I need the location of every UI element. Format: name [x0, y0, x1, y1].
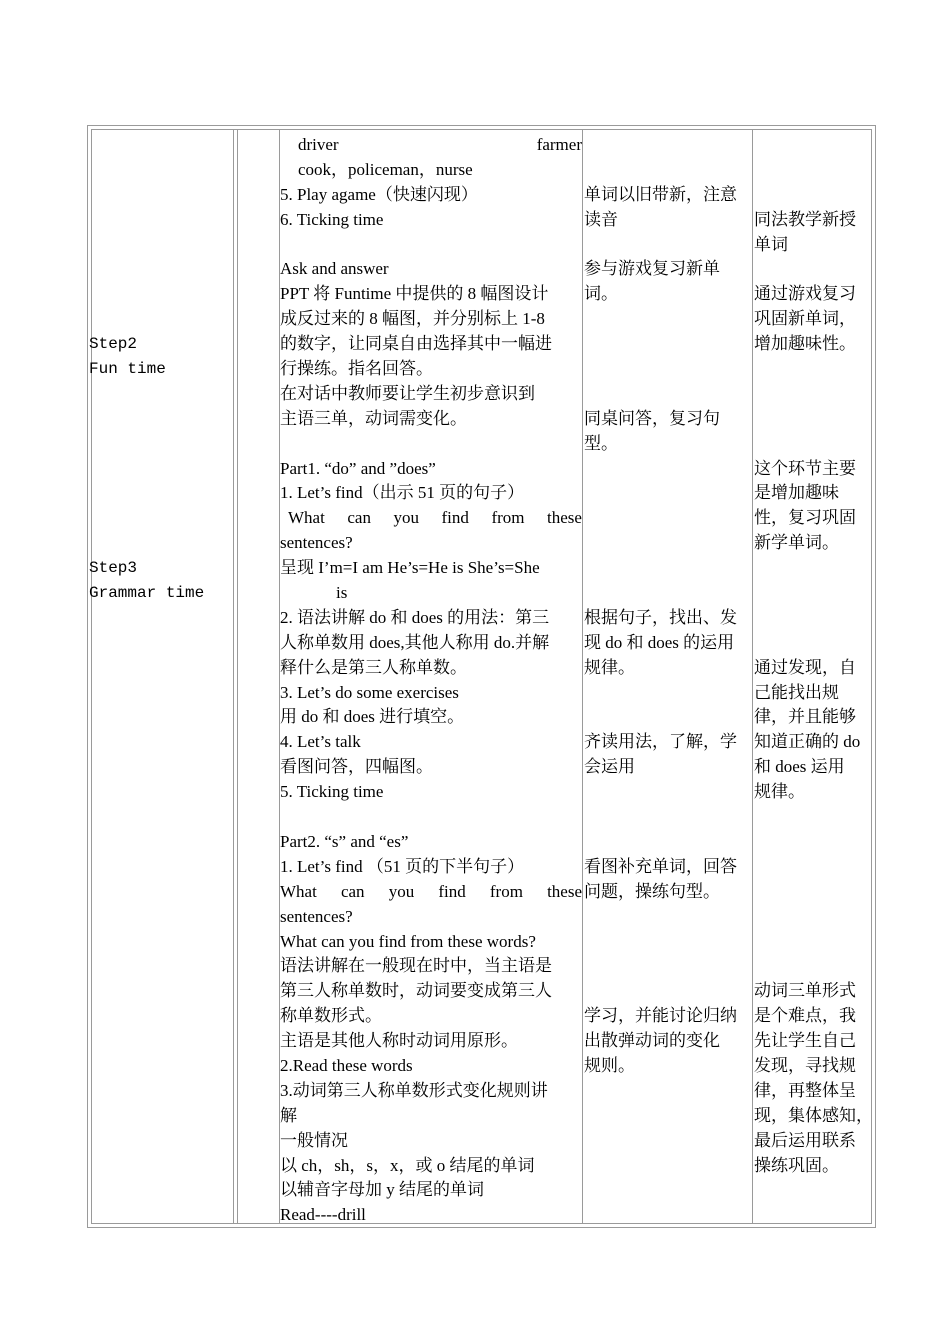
- student-line: 出散弹动词的变化: [584, 1031, 720, 1051]
- design-purpose-column: [754, 133, 874, 1178]
- general-case: 一般情况: [280, 1130, 348, 1150]
- purpose-line: 律，再整体呈: [754, 1080, 856, 1100]
- purpose-line: 是个难点，我: [754, 1006, 856, 1026]
- part1-heading: Part1. “do” and ”does”: [280, 458, 436, 478]
- read-these-words: 2.Read these words: [280, 1055, 413, 1075]
- ppt-line-2: 成反过来的 8 幅图，并分别标上 1-8: [280, 309, 545, 329]
- purpose-line: 增加趣味性。: [754, 334, 856, 354]
- present-line-1: 呈现 I’m=I am He’s=He is She’s=She: [280, 558, 540, 578]
- student-line: 规则。: [584, 1055, 635, 1075]
- word: can: [347, 508, 371, 528]
- word-driver: driver: [298, 135, 339, 154]
- purpose-line: 操练巩固。: [754, 1155, 839, 1175]
- student-line: 同桌问答，复习句: [584, 408, 720, 428]
- fill-blank: 用 do 和 does 进行填空。: [280, 707, 465, 727]
- change-line-1: 3.动词第三人称单数形式变化规则讲: [280, 1080, 548, 1100]
- lets-talk: 4. Let’s talk: [280, 732, 361, 752]
- purpose-line: 最后运用联系: [754, 1130, 856, 1150]
- ask-and-answer: Ask and answer: [280, 259, 389, 279]
- teacher-activity-column: [280, 133, 582, 1228]
- purpose-line: 动词三单形式: [754, 981, 856, 1001]
- ticking-time-1: 6. Ticking time: [280, 209, 384, 229]
- purpose-line: 发现，寻找规: [754, 1055, 856, 1075]
- rule-line-3: 称单数形式。: [280, 1006, 382, 1026]
- purpose-line: 是增加趣味: [754, 483, 839, 503]
- read-drill: Read----drill: [280, 1205, 366, 1225]
- student-line: 型。: [584, 433, 618, 453]
- sentences-2: sentences?: [280, 906, 353, 926]
- student-line: 词。: [584, 284, 618, 304]
- student-activity-column: [584, 133, 752, 1079]
- word: can: [340, 881, 365, 901]
- rule-line-2: 第三人称单数时，动词要变成第三人: [280, 981, 552, 1001]
- column-divider-3: [582, 129, 583, 1224]
- purpose-line: 性，复习巩固: [754, 508, 856, 528]
- purpose-line: 规律。: [754, 782, 805, 802]
- steps-column: [89, 133, 229, 606]
- student-line: 会运用: [584, 757, 635, 777]
- student-line: 读音: [584, 209, 618, 229]
- purpose-line: 现，集体感知，: [754, 1105, 873, 1125]
- word: you: [388, 881, 415, 901]
- purpose-line: 巩固新单词，: [754, 309, 856, 329]
- word: find: [441, 508, 469, 528]
- rule-line-4: 主语是其他人称时动词用原形。: [280, 1031, 518, 1051]
- student-line: 齐读用法，了解，学: [584, 732, 737, 752]
- word: these: [547, 508, 582, 528]
- student-line: 现 do 和 does 的运用: [584, 632, 735, 652]
- word: from: [491, 508, 525, 528]
- look-and-ask: 看图问答，四幅图。: [280, 757, 433, 777]
- lets-find-2: 1. Let’s find （51 页的下半句子）: [280, 856, 525, 876]
- student-line: 看图补充单词，回答: [584, 856, 737, 876]
- ppt-line-4: 行操练。指名回答。: [280, 359, 433, 379]
- purpose-line: 律，并且能够: [754, 707, 856, 727]
- purpose-line: 和 does 运用: [754, 757, 845, 777]
- word: you: [393, 508, 419, 528]
- student-line: 规律。: [584, 657, 635, 677]
- word: from: [489, 881, 523, 901]
- present-line-2: is: [336, 583, 348, 603]
- student-line: 学习，并能讨论归纳: [584, 1006, 737, 1026]
- word-farmer: farmer: [536, 135, 582, 154]
- student-line: 根据句子，找出、发: [584, 607, 737, 627]
- column-divider-4: [752, 129, 753, 1224]
- lets-find-1: 1. Let’s find（出示 51 页的句子）: [280, 483, 525, 503]
- cook-line: cook，policeman，nurse: [298, 159, 473, 179]
- purpose-line: 通过发现，自: [754, 657, 856, 677]
- words-question: What can you find from these words?: [280, 931, 536, 951]
- step3-title: Step3: [89, 559, 138, 578]
- ppt-line-1: PPT 将 Funtime 中提供的 8 幅图设计: [280, 284, 549, 304]
- step2-title: Step2: [89, 335, 138, 354]
- driver-farmer-line: [280, 133, 582, 158]
- grammar-line-3: 释什么是第三人称单数。: [280, 657, 467, 677]
- dialog-line-2: 主语三单，动词需变化。: [280, 408, 467, 428]
- ending-y-rule: 以辅音字母加 y 结尾的单词: [280, 1180, 484, 1200]
- purpose-line: 通过游戏复习: [754, 284, 856, 304]
- dialog-line-1: 在对话中教师要让学生初步意识到: [280, 383, 535, 403]
- purpose-line: 知道正确的 do: [754, 732, 861, 752]
- sentences-1: sentences?: [280, 533, 353, 553]
- word: these: [547, 881, 582, 901]
- purpose-line: 单词: [754, 234, 788, 254]
- word: What: [280, 881, 317, 901]
- ticking-time-2: 5. Ticking time: [280, 782, 384, 802]
- student-line: 单词以旧带新，注意: [584, 184, 737, 204]
- purpose-line: 这个环节主要: [754, 458, 856, 478]
- part2-heading: Part2. “s” and “es”: [280, 831, 409, 851]
- ppt-line-3: 的数字，让同桌自由选择其中一幅进: [280, 334, 552, 354]
- student-line: 问题，操练句型。: [584, 881, 720, 901]
- step2-name: Fun time: [89, 360, 166, 379]
- student-line: 参与游戏复习新单: [584, 259, 720, 279]
- word: What: [288, 508, 325, 528]
- what-can-line-1: [280, 506, 582, 531]
- ending-ch-rule: 以 ch，sh，s，x，或 o 结尾的单词: [280, 1155, 535, 1175]
- play-game: 5. Play agame（快速闪现）: [280, 184, 478, 204]
- grammar-line-1: 2. 语法讲解 do 和 does 的用法：第三: [280, 607, 550, 627]
- grammar-line-2: 人称单数用 does,其他人称用 do.并解: [280, 632, 550, 652]
- column-divider-1: [233, 129, 234, 1224]
- lesson-plan-table: [87, 125, 876, 1228]
- purpose-line: 新学单词。: [754, 533, 839, 553]
- what-can-line-2: [280, 880, 582, 905]
- word: find: [438, 881, 466, 901]
- purpose-line: 己能找出规: [754, 682, 839, 702]
- rule-line-1: 语法讲解在一般现在时中，当主语是: [280, 956, 552, 976]
- purpose-line: 同法教学新授: [754, 209, 856, 229]
- column-divider-1b: [237, 129, 238, 1224]
- step3-name: Grammar time: [89, 584, 205, 603]
- purpose-line: 先让学生自己: [754, 1031, 856, 1051]
- exercises: 3. Let’s do some exercises: [280, 682, 459, 702]
- change-line-2: 解: [280, 1105, 297, 1125]
